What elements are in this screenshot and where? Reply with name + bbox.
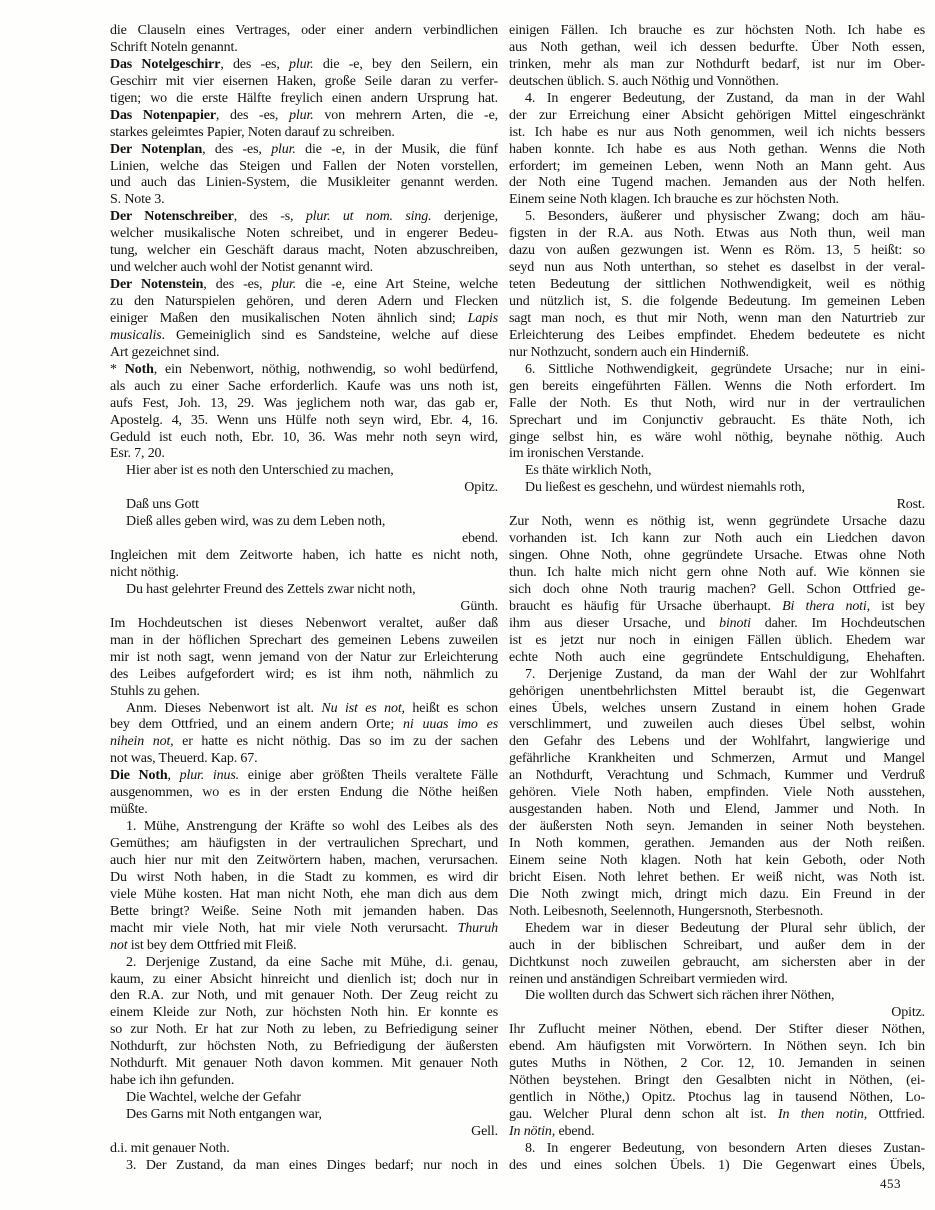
text-line: 8. In engerer Bedeutung, von besondern Arten dieses Zustan-	[525, 1140, 925, 1156]
text-line: sich doch ohne Noth traurig machen? Gell. Schon Ottfried ge-	[509, 581, 925, 597]
text-line: einiger Maßen den musikalischen Noten ähnlich sind; Lapis	[110, 310, 498, 326]
text-line: Du wirst Noth haben, in die Stadt zu kommen, es wird dir	[110, 869, 498, 885]
headword: Das Notelgeschirr	[110, 56, 221, 72]
citation-source-line: Opitz.	[891, 1005, 925, 1021]
text-line: Im Hochdeutschen ist dieses Nebenwort veraltet, außer daß	[110, 615, 498, 631]
text-line: einigen Fällen. Ich brauche es zur höchsten Noth. Ich habe es	[509, 23, 925, 38]
text-line: 5. Besonders, äußerer und physischer Zwang; doch am häu-	[525, 209, 925, 225]
text-line: Hier aber ist es noth den Unterschied zu machen,	[126, 463, 394, 479]
text-line: und nützlich ist, S. die folgende Bedeutung. Im gemeinen Leben	[509, 294, 925, 309]
text-line: Dieß alles geben wird, was zu dem Leben noth,	[126, 514, 386, 530]
text-line: Art gezeichnet sind.	[110, 344, 220, 360]
text-line: Falle der Noth. Es thut Noth, wird nur in der vertraulichen	[509, 395, 925, 411]
text-line: nicht nöthig.	[110, 565, 179, 580]
text-line: Nothdurft, zur höchsten Noth, zu Befriedigung der äußersten	[110, 1039, 498, 1055]
italic-term: plur.	[289, 107, 314, 123]
text-line: gentlich in Nöthe,) Opitz. Ptochus lag in tausend Nöthen, Lo-	[509, 1090, 925, 1106]
text-line: als auch zu einer Sache erforderlich. Kaufe was uns noth ist,	[110, 378, 498, 394]
text-line: den Gefahr des Lebens und der Wohlfahrt, langwierige und	[509, 734, 925, 750]
text-line: tigen; wo die erste Hälfte freylich einen andern Ursprung hat.	[110, 90, 498, 106]
text-line: man in der höflichen Sprechart des gemeinen Lebens zuweilen	[110, 632, 498, 648]
headword: Das Notenpapier	[110, 107, 216, 123]
text-line: nihein not, er hatte es nicht nöthig. Das so im zu der sachen	[110, 734, 498, 750]
text-line: echte Noth auch eine gegründete Entschuldigung, Ehehaften.	[509, 649, 925, 665]
text-line: gefährliche Krankheiten und Schmerzen, Armut und Mangel	[509, 751, 925, 767]
text-line: der äußersten Noth seyn. Jemanden in seiner Noth beystehen.	[509, 819, 925, 835]
text-line: not ist bey dem Ottfried mit Fleiß.	[110, 937, 297, 953]
headword: Der Notenstein	[110, 277, 204, 293]
text-line: gau. Welcher Plural denn schon alt ist. In then notin, Ottfried.	[509, 1107, 925, 1122]
italic-term: plur.	[271, 277, 297, 293]
text-line: bricht Eisen. Noth lehret bethen. Er weiß nicht, was Noth ist.	[509, 869, 925, 885]
text-line: musicalis. Gemeiniglich sind es Sandsteine, welche auf diese	[110, 327, 498, 343]
text-line: einem Kleide zur Noth, zur höchsten Noth hin. Er konnte es	[110, 1005, 498, 1021]
text-line: so zur Noth. Er hat zur Noth zu leben, zu Befriedigung seiner	[110, 1022, 498, 1038]
text-line: Du hast gelehrter Freund des Zettels zwar nicht noth,	[126, 581, 416, 597]
text-line: 7. Derjenige Zustand, da man der Wahl der zur Wohlfahrt	[525, 666, 925, 682]
page-number: 453	[880, 1176, 901, 1191]
text-line: Ihr Zuflucht meiner Nöthen, ebend. Der Stifter dieser Nöthen,	[509, 1022, 925, 1038]
citation-source-line: Günth.	[460, 598, 498, 614]
headword: Der Notenschreiber	[110, 209, 234, 225]
citation-source-line: Opitz.	[464, 480, 498, 496]
text-line: Des Garns mit Noth entgangen war,	[126, 1107, 322, 1122]
text-line: aus Noth gethan, weil ich dessen bedurfte. Über Noth essen,	[509, 39, 925, 55]
text-line: Gemüthes; am häufigsten in der vertraulichen Sprechart, und	[110, 836, 498, 851]
citation-source-line: ebend.	[461, 531, 498, 547]
italic-term: plur.	[288, 56, 314, 72]
text-line: starkes geleimtes Papier, Noten darauf zu schreiben.	[110, 124, 395, 140]
text-line: im ironischen Verstande.	[509, 446, 644, 462]
text-line: 1. Mühe, Anstrengung der Kräfte so wohl des Leibes als des	[126, 819, 498, 835]
text-line: Ehedem war in dieser Bedeutung der Plural sehr üblich, der	[525, 920, 925, 936]
text-line: Das Notenpapier, des -es, plur. von mehrern Arten, die -e,	[110, 107, 498, 123]
text-line: auch in der biblischen Schreibart, und außer dem in der	[509, 937, 925, 953]
text-line: 6. Sittliche Nothwendigkeit, gegründete Ursache; nur in eini-	[525, 361, 925, 377]
text-line: Die Wachtel, welche der Gefahr	[126, 1090, 301, 1106]
text-line: die Clauseln eines Vertrages, oder einer andern verbindlichen	[110, 23, 498, 38]
text-line: haben konnte. Ich habe es aus Noth gethan. Wenns die Noth	[509, 141, 925, 157]
text-line: mir ist noth sagt, wenn jemand von der Natur zur Erleichterung	[110, 649, 498, 665]
italic-term: nihein not,	[110, 734, 174, 750]
text-line: erfordert; im gemeinen Leben, wenn Noth an Mann geht. Aus	[509, 158, 925, 174]
italic-term: Bi thera noti,	[782, 598, 871, 614]
text-line: und auch das Linien-System, die Musikleiter genannt werden.	[110, 175, 498, 191]
text-line: Zur Noth, wenn es nöthig ist, wenn gegründete Ursache dazu	[509, 514, 925, 530]
text-line: gen bereits eingeführten Fällen. Wenns die Noth erfordert. Im	[509, 378, 925, 394]
text-line: gehören. Viele Noth haben, empfinden. Viele Noth ausstehen,	[509, 785, 925, 801]
text-line: dazu von außen gezwungen ist. Wenn es Röm. 13, 5 heißt: so	[509, 243, 925, 259]
text-line: braucht es häufig für Ursache überhaupt. Bi thera noti, ist bey	[509, 598, 925, 614]
italic-term: musicalis	[110, 327, 162, 343]
italic-term: plur.	[271, 141, 296, 157]
italic-term: ni uuas imo es	[403, 717, 498, 733]
citation-source-line: Gell.	[471, 1123, 498, 1139]
text-line: Linien, welche das Steigen und Fallen der Noten vorstellen,	[110, 158, 498, 174]
text-line: 3. Der Zustand, da man eines Dinges bedarf; nur noch in	[126, 1157, 498, 1173]
text-line: Die Noth zwingt mich, dringt mich dazu. Ein Freund in der	[509, 886, 925, 902]
text-line: Stuhls zu gehen.	[110, 683, 200, 699]
text-line: ausgenommen, wo es in der ersten Endung die Nöthe heißen	[110, 785, 498, 801]
text-line: viele Mühe kosten. Hat man nicht Noth, ehe man dich aus dem	[110, 886, 498, 902]
text-line: seyd nun aus Noth unterthan, so stehet es daselbst in der veral-	[509, 260, 925, 276]
text-line: sagt man noch, es thut mir Noth, wenn man den Naturtrieb zur	[509, 310, 925, 326]
text-line: reinen und anständigen Schreibart vermieden wird.	[509, 971, 788, 987]
text-line: Die Noth, plur. inus. einige aber größten Theils veraltete Fälle	[110, 768, 498, 784]
italic-term: In then notin,	[777, 1107, 868, 1122]
text-line: den R.A. zur Noth, und mit genauer Noth. Der Zeug reicht zu	[110, 988, 498, 1004]
text-line: ebend. Am häufigsten mit Vorwörtern. In Nöthen seyn. Ich bin	[509, 1039, 925, 1055]
text-line: Schrift Noteln genannt.	[110, 39, 238, 55]
text-line: ginge selbst hin, es wäre wohl nöthig, beynahe nöthig. Auch	[509, 429, 925, 445]
text-line: ist es jetzt nur noch in einigen Fällen üblich. Ehedem war	[509, 632, 925, 648]
text-line: Es thäte wirklich Noth,	[525, 463, 652, 479]
italic-term: Lapis	[467, 310, 498, 326]
text-line: Nöthen beystehen. Bringt den Gesalbten nicht in Nöthen, (ei-	[509, 1073, 925, 1089]
text-line: habe ich ihn gefunden.	[110, 1073, 235, 1089]
text-line: trinken, mehr als man zur Nothdurft bedarf, ist nur im Ober-	[509, 56, 925, 72]
italic-term: plur. ut nom. sing.	[305, 209, 432, 225]
text-line: ihm aus dieser Ursache, und binoti daher. Im Hochdeutschen	[509, 615, 925, 631]
text-line: singen. Ohne Noth, ohne gegründete Ursache. Etwas ohne Noth	[509, 548, 925, 564]
text-line: Geschirr mit vier eisernen Haken, große Seile daran zu verfer-	[110, 73, 498, 89]
text-line: auch hier nur mit den Zeitwörtern haben, machen, verursachen.	[110, 852, 498, 868]
text-line: S. Note 3.	[110, 192, 165, 208]
text-line: Geduld ist euch noth, Ebr. 10, 36. Was mehr noth seyn wird,	[110, 429, 498, 445]
text-line: macht mir viele Noth, hat mir viele Noth verursacht. Thuruh	[110, 920, 498, 936]
text-line: Die wollten durch das Schwert sich rächen ihrer Nöthen,	[525, 988, 835, 1004]
left-column	[110, 23, 498, 1175]
text-line: Einem seine Noth klagen. Noth hat kein Geboth, oder Noth	[509, 852, 925, 868]
text-line: welcher musikalische Noten schreibet, und in engerer Bedeu-	[110, 226, 498, 242]
text-line: zu den Naturspielen gehören, und deren Adern und Flecken	[110, 294, 498, 309]
text-line: und welcher auch wohl der Notist genannt wird.	[110, 260, 373, 276]
italic-term: In nötin,	[509, 1123, 556, 1139]
italic-term: not	[110, 937, 128, 953]
text-line: Anm. Dieses Nebenwort ist alt. Nu ist es not, heißt es schon	[126, 700, 498, 716]
text-line: not was, Theuerd. Kap. 67.	[110, 751, 258, 767]
right-column	[509, 23, 925, 1175]
text-line: In Noth kommen, gerathen. Jemanden aus der Noth reißen.	[509, 836, 925, 851]
text-line: gehörigen unentbehrlichsten Mittel beraubt ist, die Gegenwart	[509, 683, 925, 699]
text-line: Ingleichen mit dem Zeitworte haben, ich hatte es nicht noth,	[110, 548, 498, 564]
text-line: gutes Muths in Nöthen, 2 Cor. 12, 10. Jemanden in seinen	[509, 1056, 925, 1072]
text-line: d.i. mit genauer Noth.	[110, 1140, 230, 1156]
text-line: Sprechart und im Conjunctiv gebraucht. Es thäte Noth, ich	[509, 412, 925, 428]
text-line: Noth. Leibesnoth, Seelennoth, Hungersnoth, Sterbesnoth.	[509, 903, 824, 919]
headword: Noth	[124, 361, 154, 377]
text-line: an Nothdurft, Verachtung und Schmach, Kummer und Verdruß	[509, 768, 925, 784]
text-line: der Noth eine Tugend machen. Jemanden aus der Noth helfen.	[509, 175, 925, 191]
text-line: des und eines solchen Übels. 1) Die Gegenwart eines Übels,	[509, 1157, 925, 1173]
headword: Der Notenplan	[110, 141, 203, 157]
italic-term: Thuruh	[457, 920, 498, 936]
italic-term: Nu ist es not,	[321, 700, 405, 716]
text-line: Der Notenstein, des -es, plur. die -e, eine Art Steine, welche	[110, 277, 498, 293]
text-line: tung, welcher ein Geschäft daraus macht, Noten abzuschreiben,	[110, 243, 498, 259]
text-line: Dichtkunst noch zuweilen gebraucht, am sichersten aber in der	[509, 954, 925, 970]
text-line: thun. Ich halte mich nicht gern ohne Noth auf. Wie können sie	[509, 565, 925, 580]
text-line: Einem seine Noth klagen. Ich brauche es zur höchsten Noth.	[509, 192, 839, 208]
text-line: 2. Derjenige Zustand, da eine Sache mit Mühe, d.i. genau,	[126, 954, 498, 970]
text-line: müßte.	[110, 802, 148, 818]
citation-source-line: Rost.	[896, 497, 925, 513]
text-line: Der Notenschreiber, des -s, plur. ut nom. sing. derjenige,	[110, 209, 498, 225]
headword: Die Noth	[110, 768, 168, 784]
text-line: nur Nothzucht, sondern auch ein Hinderniß.	[509, 344, 749, 360]
text-line: Du ließest es geschehn, und würdest niemahls roth,	[525, 480, 805, 496]
text-line: verschlimmert, und zuweilen auch dieses Übel selbst, wohin	[509, 717, 925, 733]
text-line: * Noth, ein Nebenwort, nöthig, nothwendig, so wohl bedürfend,	[110, 361, 498, 377]
text-line: kaum, zu einer Absicht hinreicht und dienlich ist; doch nur in	[110, 971, 498, 987]
text-line: figsten in der R.A. aus Noth. Etwas aus Noth thun, weil man	[509, 226, 925, 242]
text-line: teten Bedeutung der sittlichen Nothwendigkeit, weil es nöthig	[509, 277, 925, 293]
text-line: Der Notenplan, des -es, plur. die -e, in der Musik, die fünf	[110, 141, 498, 157]
text-line: ausgestanden haben. Noth und Elend, Jammer und Noth. In	[509, 802, 925, 818]
italic-term: binoti	[719, 615, 751, 631]
text-line: Das Notelgeschirr, des -es, plur. die -e, bey den Seilern, ein	[110, 56, 498, 72]
text-line: vorhanden ist. Ich kann zur Noth auch ein Liedchen davon	[509, 531, 925, 547]
italic-term: plur. inus.	[179, 768, 239, 784]
text-line: Nothdurft. Mit genauer Noth davon kommen. Mit genauer Noth	[110, 1056, 498, 1072]
text-line: Bette bringt? Weiße. Seine Noth mit jemanden haben. Das	[110, 903, 498, 919]
text-line: aufs Fest, Joh. 13, 29. Was jeglichem noth war, das gab er,	[110, 395, 498, 411]
text-line: Esr. 7, 20.	[110, 446, 165, 462]
text-line: Daß uns Gott	[126, 497, 199, 513]
text-line: der zur Erreichung einer Absicht gehörigen Mittel eingeschränkt	[509, 107, 925, 123]
text-line: bey dem Ottfried, und an einem andern Orte; ni uuas imo es	[110, 717, 498, 733]
text-line: ist. Ich habe es nur aus Noth genommen, weil ich nichts bessers	[509, 124, 925, 140]
text-line: 4. In engerer Bedeutung, der Zustand, da man in der Wahl	[525, 90, 925, 106]
text-line: In nötin, ebend.	[509, 1123, 595, 1139]
text-line: deutschen üblich. S. auch Nöthig und Vonnöthen.	[509, 73, 779, 89]
text-line: Erleichterung des Leibes empfindet. Ehedem bedeutete es nicht	[509, 327, 925, 343]
text-line: des Leibes aufgefordert wird; es ist ihm noth, nähmlich zu	[110, 666, 498, 682]
text-line: eines Übels, welches unsern Zustand in einem hohen Grade	[509, 700, 925, 716]
text-line: Apostelg. 4, 35. Wenn uns Hülfe noth seyn wird, Ebr. 4, 16.	[110, 412, 498, 428]
